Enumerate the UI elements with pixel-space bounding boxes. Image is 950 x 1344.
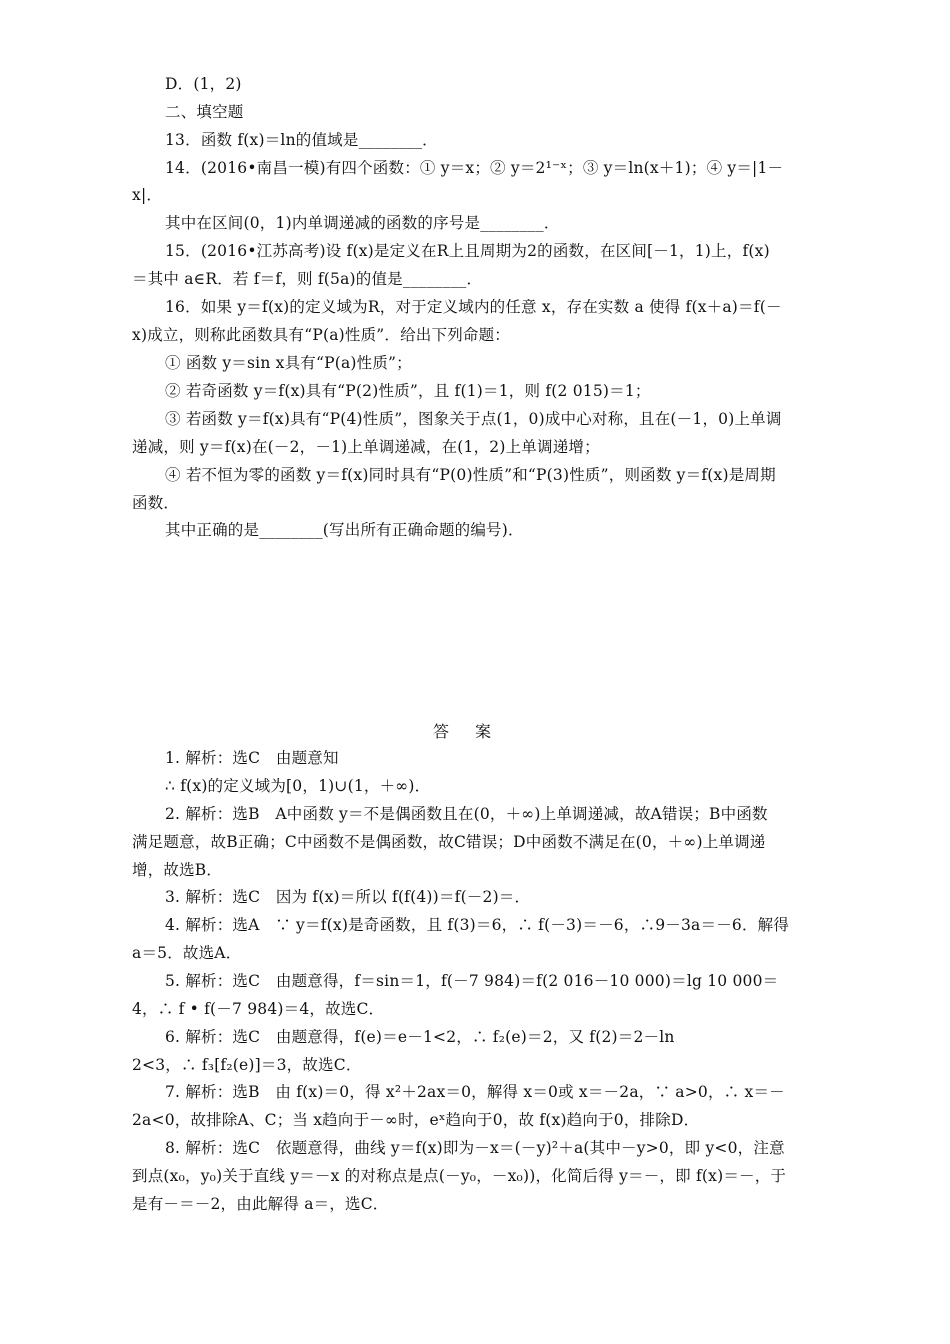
proposition-4-line-2: 函数． <box>132 494 180 512</box>
answer-7-line-1: 7. 解析：选B 由 f(x)＝0，得 x²＋2ax＝0，解得 x＝0或 x＝－2a，∵ a>0，∴ x＝－ <box>165 1083 785 1101</box>
answers-title: 答案 <box>432 722 517 741</box>
question-16-line-1: 16．如果 y＝f(x)的定义域为R，对于定义域内的任意 x，存在实数 a 使得 f(x＋a)＝f(－ <box>165 298 782 316</box>
proposition-4-line-1: ④ 若不恒为零的函数 y＝f(x)同时具有“P(0)性质”和“P(3)性质”，则函数 y＝f(x)是周期 <box>165 466 776 484</box>
answer-4-line-1: 4. 解析：选A ∵ y＝f(x)是奇函数，且 f(3)＝6，∴ f(－3)＝－6，∴9－3a＝－6．解得 <box>165 916 790 934</box>
answer-8-line-2: 到点(x₀，y₀)关于直线 y＝－x 的对称点是点(－y₀，－x₀))，化简后得 y＝－，即 f(x)＝－，于 <box>132 1167 787 1185</box>
question-14-line-1: 14．(2016•南昌一模)有四个函数：① y＝x；② y＝2¹⁻ˣ；③ y＝ln(x＋1)；④ y＝|1－ <box>165 159 784 177</box>
answer-4-line-2: a＝5．故选A． <box>132 944 242 962</box>
question-14-line-2: x|． <box>132 186 163 204</box>
proposition-1: ① 函数 y＝sin x具有“P(a)性质”； <box>165 354 412 372</box>
proposition-3-line-1: ③ 若函数 y＝f(x)具有“P(4)性质”，图象关于点(1，0)成中心对称，且在(－1，0)上单调 <box>165 410 782 428</box>
question-14-line-3: 其中在区间(0，1)内单调递减的函数的序号是________． <box>165 214 560 232</box>
answer-6-line-2: 2<3，∴ f₃[f₂(e)]＝3，故选C． <box>132 1056 362 1074</box>
question-15-line-2: ＝其中 a∈R．若 f＝f，则 f(5a)的值是________． <box>132 270 483 288</box>
answer-1-line-2: ∴ f(x)的定义域为[0，1)∪(1，＋∞)． <box>165 777 431 795</box>
question-16-line-2: x)成立，则称此函数具有“P(a)性质”．给出下列命题： <box>132 326 511 344</box>
answer-1-line-1: 1. 解析：选C 由题意知 <box>165 749 339 767</box>
answer-2-line-1: 2. 解析：选B A中函数 y＝不是偶函数且在(0，＋∞)上单调递减，故A错误；B中函数 <box>165 805 768 823</box>
question-13: 13．函数 f(x)＝ln的值域是________． <box>165 131 438 149</box>
answer-5-line-2: 4，∴ f • f(－7 984)＝4，故选C． <box>132 1000 385 1018</box>
question-15-line-1: 15．(2016•江苏高考)设 f(x)是定义在R上且周期为2的函数，在区间[－1，1)上，f(x) <box>165 242 770 260</box>
answer-6-line-1: 6. 解析：选C 由题意得，f(e)＝e－1<2，∴ f₂(e)＝2，又 f(2)＝2－ln <box>165 1028 675 1046</box>
answer-7-line-2: 2a<0，故排除A、C；当 x趋向于－∞时，eˣ趋向于0，故 f(x)趋向于0，排除D． <box>132 1111 700 1129</box>
answer-8-line-3: 是有－＝－2，由此解得 a＝，选C． <box>132 1195 389 1213</box>
proposition-2: ② 若奇函数 y＝f(x)具有“P(2)性质”，且 f(1)＝1，则 f(2 015)＝1； <box>165 382 651 400</box>
option-d: D．(1，2) <box>165 75 242 93</box>
section-heading-fill-in: 二、填空题 <box>165 103 244 121</box>
proposition-3-line-2: 递减，则 y＝f(x)在(－2，－1)上单调递减，在(1，2)上单调递增； <box>132 438 600 456</box>
answer-2-line-3: 增，故选B． <box>132 861 223 879</box>
question-16-prompt: 其中正确的是________(写出所有正确命题的编号)． <box>165 521 524 539</box>
answer-3: 3. 解析：选C 因为 f(x)＝所以 f(f(4))＝f(－2)＝． <box>165 888 531 906</box>
answer-2-line-2: 满足题意，故B正确；C中函数不是偶函数，故C错误；D中函数不满足在(0，＋∞)上单调递 <box>132 833 766 851</box>
answer-8-line-1: 8. 解析：选C 依题意得，曲线 y＝f(x)即为－x＝(－y)²＋a(其中－y>0，即 y<0，注意 <box>165 1139 785 1157</box>
answer-5-line-1: 5. 解析：选C 由题意得，f＝sin＝1，f(－7 984)＝f(2 016－10 000)＝lg 10 000＝ <box>165 972 779 990</box>
